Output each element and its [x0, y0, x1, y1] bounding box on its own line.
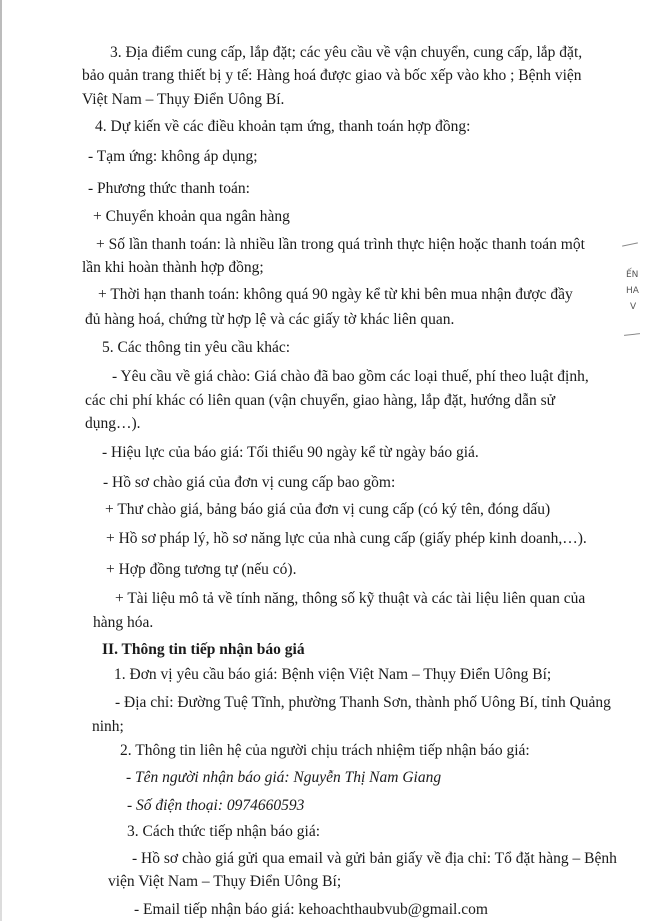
doc-line: 1. Đơn vị yêu cầu báo giá: Bệnh viện Việt Nam – Thụy Điển Uông Bí; — [114, 666, 552, 683]
doc-line: - Hồ sơ chào giá của đơn vị cung cấp bao gồm: — [103, 474, 396, 491]
doc-line: - Yêu cầu về giá chào: Giá chào đã bao gồm các loại thuế, phí theo luật định, — [112, 368, 589, 385]
doc-line: + Chuyển khoản qua ngân hàng — [93, 208, 290, 225]
doc-line: - Hồ sơ chào giá gửi qua email và gửi bản giấy về địa chỉ: Tổ đặt hàng – Bệnh — [132, 850, 617, 867]
scan-edge — [0, 0, 2, 921]
stamp-fragment-line — [624, 333, 640, 336]
doc-line: - Phương thức thanh toán: — [88, 180, 250, 197]
doc-line: - Hiệu lực của báo giá: Tối thiểu 90 ngày kể từ ngày báo giá. — [102, 444, 479, 461]
doc-line: bảo quản trang thiết bị y tế: Hàng hoá được giao và bốc xếp vào kho ; Bệnh viện — [82, 67, 582, 84]
doc-line: + Thư chào giá, bảng báo giá của đơn vị cung cấp (có ký tên, đóng dấu) — [105, 501, 551, 518]
doc-line: Việt Nam – Thụy Điển Uông Bí. — [82, 91, 285, 108]
doc-line: viện Việt Nam – Thụy Điển Uông Bí; — [108, 873, 342, 890]
doc-line: 2. Thông tin liên hệ của người chịu trách nhiệm tiếp nhận báo giá: — [120, 742, 530, 759]
doc-line: 3. Địa điểm cung cấp, lắp đặt; các yêu cầu về vận chuyển, cung cấp, lắp đặt, — [110, 44, 583, 61]
doc-line: + Thời hạn thanh toán: không quá 90 ngày kể từ khi bên mua nhận được đầy — [98, 286, 573, 303]
doc-line: dụng…). — [85, 415, 141, 432]
doc-line: - Địa chỉ: Đường Tuệ Tĩnh, phường Thanh Sơn, thành phố Uông Bí, tỉnh Quảng — [115, 694, 611, 711]
doc-line: các chi phí khác có liên quan (vận chuyển, giao hàng, lắp đặt, hướng dẫn sử — [85, 392, 556, 409]
doc-line: + Hợp đồng tương tự (nếu có). — [106, 561, 297, 578]
doc-line: đủ hàng hoá, chứng từ hợp lệ và các giấy tờ khác liên quan. — [85, 311, 455, 328]
doc-line: + Hồ sơ pháp lý, hồ sơ năng lực của nhà cung cấp (giấy phép kinh doanh,…). — [106, 530, 587, 547]
section-heading: II. Thông tin tiếp nhận báo giá — [102, 641, 305, 658]
stamp-fragment-line — [622, 242, 638, 246]
doc-line: lần khi hoàn thành hợp đồng; — [82, 259, 264, 276]
doc-line: 5. Các thông tin yêu cầu khác: — [102, 339, 291, 356]
doc-line-italic: - Số điện thoại: 0974660593 — [127, 797, 305, 814]
stamp-fragment-text: V — [630, 302, 637, 312]
doc-line: + Số lần thanh toán: là nhiều lần trong quá trình thực hiện hoặc thanh toán một — [96, 236, 585, 253]
doc-line: 4. Dự kiến về các điều khoản tạm ứng, thanh toán hợp đồng: — [95, 118, 471, 135]
doc-line: hàng hóa. — [93, 614, 154, 631]
doc-line: 3. Cách thức tiếp nhận báo giá: — [127, 823, 321, 840]
email-line: - Email tiếp nhận báo giá: kehoachthaubvub@gmail.com — [134, 901, 488, 918]
doc-line: ninh; — [92, 718, 124, 735]
doc-line: + Tài liệu mô tả về tính năng, thông số kỹ thuật và các tài liệu liên quan của — [115, 590, 586, 607]
stamp-fragment-text: HA — [626, 286, 639, 296]
doc-line: - Tạm ứng: không áp dụng; — [88, 148, 258, 165]
stamp-fragment-text: ẾN — [626, 270, 639, 280]
doc-line-italic: - Tên người nhận báo giá: Nguyễn Thị Nam Giang — [126, 769, 442, 786]
